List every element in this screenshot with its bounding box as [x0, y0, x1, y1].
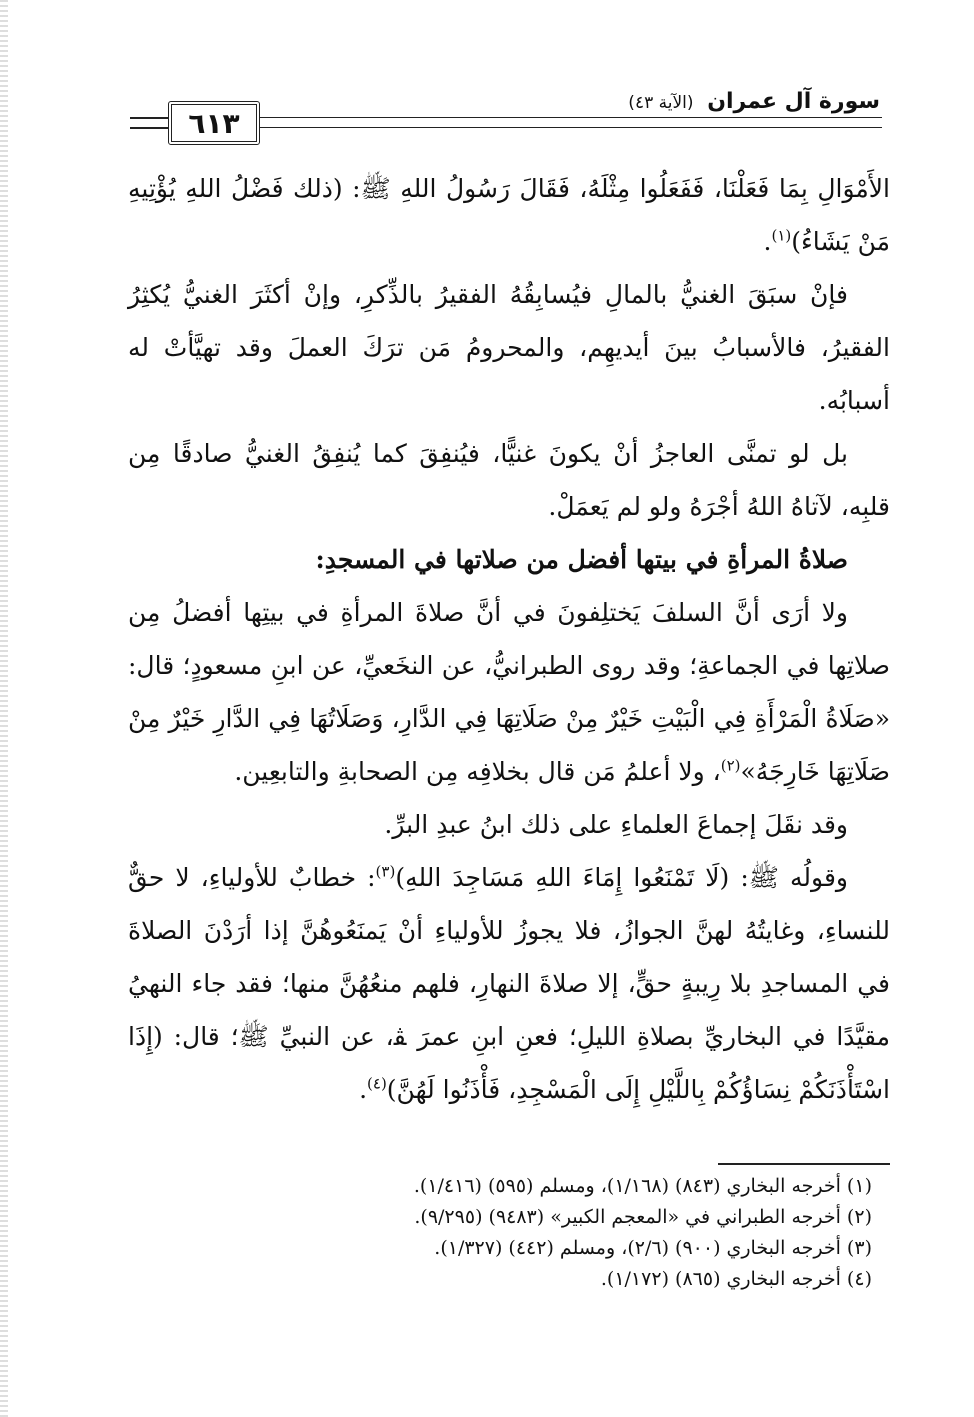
paragraph-1-end: . [763, 227, 772, 256]
header-rule-left-bottom [130, 127, 168, 129]
header-rule-right-bottom [260, 127, 882, 128]
paragraph-6 [128, 851, 890, 1116]
footnote-3: (٣) أخرجه البخاري (٩٠٠) (٢/٦)، ومسلم (٤٤٢) (١/٣٢٧). [434, 1237, 872, 1259]
header-rule-right-top [260, 117, 882, 118]
footnote-ref-4: (٤) [367, 1074, 387, 1093]
paragraph-6-text: : خطابٌ للأولياءِ، لا حقٌّ للنساءِ، وغايتُهُ لهنَّ الجوازُ، فلا يجوزُ للأولياءِ أنْ يَمنَعُوهُنَّ إذا أرَدْنَ الصلاةَ في المساجدِ بلا رِيبةٍ حقٍّ، إلا صلاةَ النهارِ، فلهم منعُهُنَّ منها؛ فقد جاء النهيُ مقيَّدًا في البخاريِّ بصلاةِ الليلِ؛ فعنِ ابنِ عمرَ ﭭ، عن النبيِّ ﷺ؛ قال: (إِذَا اسْتَأْذَنَكُمْ نِسَاؤُكُمْ بِاللَّيْلِ إِلَى الْمَسْجِدِ، فَأْذَنُوا لَهُنَّ) [128, 863, 890, 1104]
footnote-ref-1: (١) [771, 226, 792, 245]
main-text [128, 162, 890, 1116]
paragraph-4-text: ولا أرَى أنَّ السلفَ يَختلِفونَ في أنَّ صلاةَ المرأةِ في بيتِها أفضلُ مِن صلاتِها في الجماعةِ؛ وقد روى الطبرانيُّ، عن النخَعيِّ، عن ابنِ مسعودٍ؛ قال: «صَلَاةُ الْمَرْأَةِ فِي الْبَيْتِ خَيْرٌ مِنْ صَلَاتِهَا فِي الدَّارِ، وَصَلَاتُهَا فِي الدَّارِ خَيْرٌ مِنْ صَلَاتِهَا خَارِجَهُ» [128, 598, 890, 786]
paragraph-4 [128, 586, 890, 798]
footnote-2: (٢) أخرجه الطبراني في «المعجم الكبير» (٩٤٨٣) (٩/٢٩٥). [414, 1206, 872, 1228]
footnote-4: (٤) أخرجه البخاري (٨٦٥) (١/١٧٢). [600, 1268, 872, 1290]
paragraph-6-end: . [359, 1075, 368, 1104]
paragraph-4-end: ، ولا أعلمُ مَن قال بخلافِه مِن الصحابةِ والتابعِين. [234, 757, 721, 786]
verse-reference: (الآية ٤٣) [628, 93, 694, 113]
footnote-1: (١) أخرجه البخاري (٨٤٣) (١/١٦٨)، ومسلم (٥٩٥) (١/٤١٦). [413, 1175, 872, 1197]
page-header [130, 89, 882, 155]
header-rule-left-top [130, 117, 168, 119]
scan-edge [0, 0, 8, 1417]
surah-title [622, 89, 880, 114]
footnote-separator [718, 1163, 890, 1165]
paragraph-1-text: الأَمْوَالِ بِمَا فَعَلْنَا، فَفَعَلُوا مِثْلَهُ، فَقَالَ رَسُولُ اللهِ ﷺ: (ذلك فَضْلُ اللهِ يُؤْتِيهِ مَنْ يَشَاءُ) [128, 174, 890, 256]
section-heading: صلاةُ المرأةِ في بيتها أفضل من صلاتها في المسجدِ: [315, 545, 848, 574]
footnotes [300, 1171, 872, 1295]
paragraph-1 [128, 162, 890, 268]
paragraph-5: وقد نقَلَ إجماعَ العلماءِ على ذلك ابنُ عبدِ البرِّ. [384, 810, 848, 839]
page-number: ٦١٣ [168, 101, 260, 145]
footnote-ref-2: (٢) [720, 756, 741, 775]
surah-name: سورة آل عمران [707, 89, 880, 114]
paragraph-3: بل لو تمنَّى العاجزُ أنْ يكونَ غنيًّا، فيُنفِقَ كما يُنفِقُ الغنيُّ صادقًا مِن قلبِه، لآتاهُ اللهُ أجْرَهُ ولو لم يَعمَلْ. [128, 439, 890, 521]
paragraph-2: فإنْ سبَقَ الغنيُّ بالمالِ فيُسابِقُهُ الفقيرُ بالذِّكرِ، وإنْ أكثَرَ الغنيُّ يُكثِرُ الفقيرُ، فالأسبابُ بينَ أيديهِم، والمحرومُ مَن ترَكَ العملَ وقد تهيَّأتْ له أسبابُه. [128, 280, 890, 415]
paragraph-6-quote: وقولُه ﷺ: (لَا تَمْنَعُوا إِمَاءَ اللهِ مَسَاجِدَ اللهِ) [395, 863, 848, 892]
footnote-ref-3: (٣) [375, 862, 396, 881]
